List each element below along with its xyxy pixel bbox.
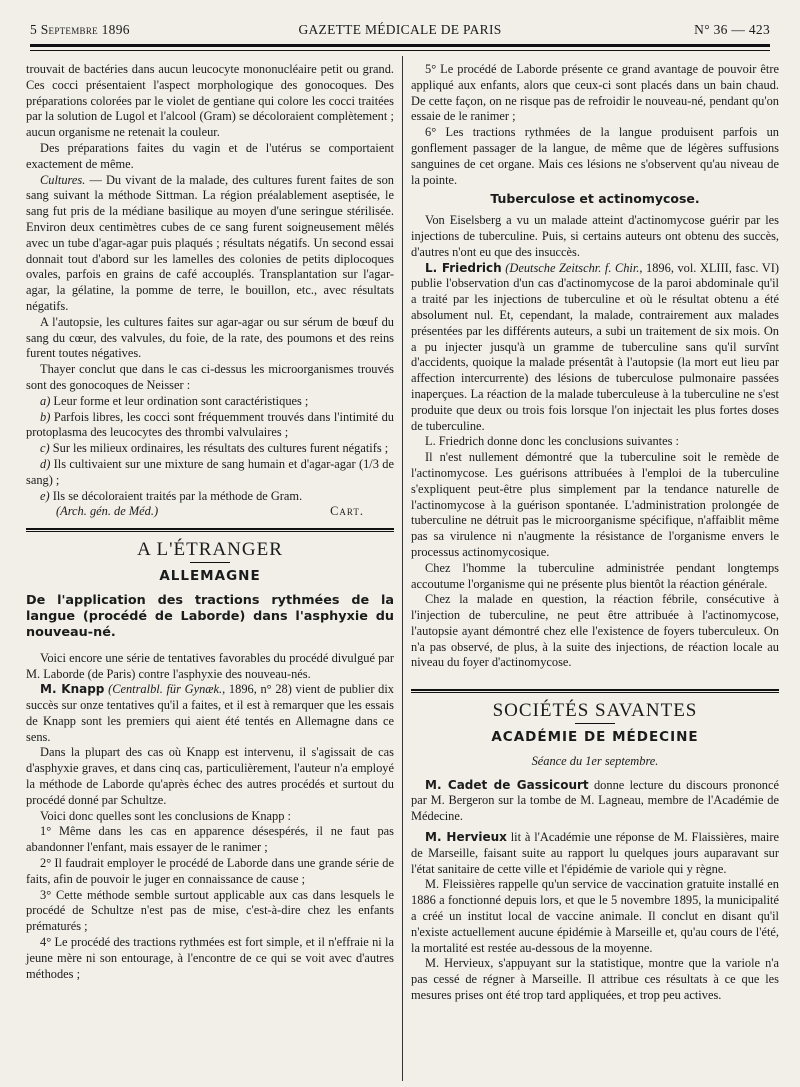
- list-item: 2° Il faudrait employer le procédé de Laborde dans une grande série de faits, afin de pouvoir le juger en connaissance de cause ;: [26, 856, 394, 886]
- speaker-name: M. Cadet de Gassicourt: [425, 777, 589, 792]
- left-column: [26, 62, 394, 982]
- running-header: [30, 22, 770, 42]
- source-author: Cart.: [330, 504, 364, 519]
- journal-title: GAZETTE MÉDICALE DE PARIS: [298, 22, 502, 37]
- paragraph: M. Knapp (Centralbl. für Gynæk., 1896, n° 28) vient de publier dix succès sur onze tentatives qu'il a faites, et il est à remarquer que les essais de Knapp sont les premiers qui aient été tentés en Allemagne dans ce sens.: [26, 682, 394, 744]
- right-column: [411, 62, 779, 1004]
- section-rule-thin: [26, 531, 394, 532]
- paragraph: M. Hervieux, s'appuyant sur la statistique, montre que la variole n'a pas cessé de régner à Marseille. Il attribue ces résultats à ce que les mesures prises ont été trop tard appliquées, et trop peu actives.: [411, 956, 779, 1003]
- section-rule-thin: [411, 692, 779, 693]
- paragraph: Cultures. — Du vivant de la malade, des cultures furent faites de son sang suivant la méthode Sittman. La région préalablement aseptisée, le sang fut pris de la médiane basilique au moyen d'une seringue stérilisée. Environ deux centimètres cubes de ce sang furent soigneusement mêlés avec un tube d'agar-agar puis plaqués ; résultats négatifs. Un second essai donnait tout d'abord sur les lamelles des colonies de petits diplocoques ovales, parfois en grains de café accouplés. Transplantation sur l'agar-agar, la gélatine, la pomme de terre, le bouillon, etc., avec résultats négatifs.: [26, 172, 394, 313]
- paragraph: Il n'est nullement démontré que la tuberculine soit le remède de l'actinomycose. Les guérisons attribuées à l'emploi de la tuberculine s'expliquent peut-être plus simplement par la tendance naturelle de l'actinomycose à la guérison spontanée. L'administration prolongée de tuberculine ne détruit pas le microorganisme spécifique, n'affaiblit même pas sa virulence ni n'augmente la résistance de l'organisme envers le processus actinomycosique.: [411, 450, 779, 559]
- author-name: M. Knapp: [40, 682, 105, 697]
- section-title: SOCIÉTÉS SAVANTES: [492, 700, 698, 722]
- list-item: e) Ils se décoloraient traités par la méthode de Gram.: [40, 488, 303, 503]
- paragraph: A l'autopsie, les cultures faites sur agar-agar ou sur sérum de bœuf du sang du cœur, des valvules, du foie, de la rate, des poumons et des reins furent toutes négatives.: [26, 314, 394, 361]
- title-rule: [575, 723, 615, 724]
- paragraph: L. Friedrich donne donc les conclusions suivantes :: [425, 434, 679, 449]
- source-citation: (Arch. gén. de Méd.): [56, 504, 159, 519]
- paragraph: M. Hervieux lit à l'Académie une réponse de M. Flaissières, maire de Marseille, faisant suite au rapport lu quelques jours auparavant sur l'état sanitaire de cette ville et l'épidémie de variole qui y règne.: [411, 830, 780, 876]
- list-item: a) Leur forme et leur ordination sont caractéristiques ;: [40, 393, 309, 408]
- paragraph: L. Friedrich (Deutsche Zeitschr. f. Chir., 1896, vol. XLIII, fasc. VI) publie l'observation d'un cas d'actinomycose de la paroi abdominale qu'il a traité par les injections de tuberculine et où le résultat obtenu a été absolument nul. Et, cependant, la malade, contrairement aux malades présentées par les différents auteurs, a subi un traitement de six mois. On a pu injecter jusqu'à un gramme de tuberculine sans qu'il survînt d'accidents, quoique la malade présentât à l'autopsie (la mort eut lieu par affection intercurrente) des lésions de tuberculose pulmonaire passées inaperçues. La réaction de la malade tuberculeuse à la tuberculine ne s'est produite que deux ou trois fois lorsque l'on injectait les plus fortes doses de tuberculine.: [411, 260, 779, 433]
- paragraph: Thayer conclut que dans le cas ci-dessus les microorganismes trouvés sont des gonocoques de Neisser :: [26, 362, 394, 392]
- issue-date: 5 Septembre 1896: [30, 22, 130, 37]
- paragraph: Des préparations faites du vagin et de l'utérus se comportaient exactement de même.: [26, 140, 394, 171]
- article-heading: Tuberculose et actinomycose.: [490, 191, 700, 207]
- academy-heading: ACADÉMIE DE MÉDECINE: [491, 729, 699, 746]
- paragraph: Chez l'homme la tuberculine administrée pendant longtemps accoutume l'organisme qui ne présente plus bientôt la réaction générale.: [411, 560, 779, 591]
- column-divider: [402, 56, 403, 1081]
- section-rule: [26, 528, 394, 530]
- paragraph: Voici donc quelles sont les conclusions de Knapp :: [40, 808, 291, 823]
- page-number: N° 36 — 423: [694, 22, 770, 37]
- section-rule: [411, 689, 779, 691]
- title-rule: [190, 562, 230, 563]
- article-title: De l'application des tractions rythmées de la langue (procédé de Laborde) dans l'asphyxie du nouveau-né.: [26, 592, 394, 640]
- run-in-heading: Cultures.: [40, 172, 86, 187]
- list-item: 4° Le procédé des tractions rythmées est fort simple, et il n'effraie ni la jeune mère ni son entourage, à l'encontre de ce qui se voit avec d'autres méthodes ;: [26, 935, 394, 981]
- paragraph: Voici encore une série de tentatives favorables du procédé divulgué par M. Laborde (de Paris) contre l'asphyxie des nouveau-nés.: [26, 650, 394, 681]
- speaker-name: M. Hervieux: [425, 830, 507, 845]
- paragraph: M. Fleissières rappelle qu'un service de vaccination gratuite installé en 1886 a fonctionné depuis lors, et que le 5 novembre 1895, la municipalité a créé un institut local de vaccine animale. Il conclut en disant qu'il n'existe actuellement aucune épidémie à Marseille et, qu'au cours de l'été, la mortalité est restée au-dessous de la moyenne.: [411, 877, 779, 955]
- list-item: b) Parfois libres, les cocci sont fréquemment trouvés dans l'intimité du protoplasma des leucocytes des thrombi valvulaires ;: [26, 409, 394, 440]
- list-item: 3° Cette méthode semble surtout applicable aux cas dans lesquels le procédé de Schultze n'est pas de mise, c'est-à-dire chez les enfants prématurés ;: [26, 887, 394, 934]
- source-line: [26, 504, 394, 520]
- paragraph: M. Cadet de Gassicourt donne lecture du discours prononcé par M. Bergeron sur la tombe de M. Lagneau, membre de l'Académie de Médecine.: [411, 777, 780, 824]
- list-item: c) Sur les milieux ordinaires, les résultats des cultures furent négatifs ;: [40, 441, 389, 456]
- country-heading: ALLEMAGNE: [159, 567, 261, 584]
- header-rule-thin: [30, 50, 770, 51]
- paragraph: Von Eiselsberg a vu un malade atteint d'actinomycose guérir par les injections de tuberculine. Puis, si certains auteurs ont obtenu des succès, d'autres n'ont eu que des insuccès.: [411, 213, 779, 259]
- header-rule-thick: [30, 44, 770, 47]
- paragraph: trouvait de bactéries dans aucun leucocyte mononucléaire petit ou grand. Ces cocci présentaient l'aspect morphologique des gonocoques. Des préparations colorées par le violet de gentiane qui colore les cocci traitées par la solution de Lugol et l'alcool (Gram) se décoloraient complètement ; aucun organisme ne retenait la couleur.: [26, 62, 394, 140]
- paragraph: Chez la malade en question, la réaction fébrile, consécutive à l'injection de tuberculine, ne peut être attribuée à l'actinomycose, l'autopsie ayant démontré chez elle l'existence de foyers tuberculeux. On n'a pas observé, de plus, à la suite des injections, de réaction locale au niveau du foyer d'actinomycose.: [411, 592, 779, 670]
- session-date: Séance du 1er septembre.: [531, 753, 659, 768]
- author-name: L. Friedrich: [425, 260, 502, 275]
- paragraph: Dans la plupart des cas où Knapp est intervenu, il s'agissait de cas d'asphyxie graves, et dans cinq cas, particulièrement, l'auteur n'a employé la méthode de Laborde qu'après échec des autres procédés et surtout du procédé donné par Schultze.: [26, 745, 394, 807]
- list-item: d) Ils cultivaient sur une mixture de sang humain et d'agar-agar (1/3 de sang) ;: [26, 456, 394, 487]
- list-item: 1° Même dans les cas en apparence désespérés, il ne faut pas abandonner l'enfant, mais essayer de le ranimer ;: [26, 824, 394, 855]
- list-item: 6° Les tractions rythmées de la langue produisent parfois un gonflement passager de la langue, de même que de légères suffusions sanguines de cet organe. Mais ces lésions ne s'observent qu'au niveau de la pointe.: [411, 125, 779, 187]
- list-item: 5° Le procédé de Laborde présente ce grand avantage de pouvoir être appliqué aux enfants, alors que ceux-ci sont placés dans un bain chaud. De cette façon, on ne risque pas de refroidir le nouveau-né, pendant qu'on essaie de le ranimer ;: [411, 62, 779, 124]
- section-title: A L'ÉTRANGER: [137, 539, 283, 561]
